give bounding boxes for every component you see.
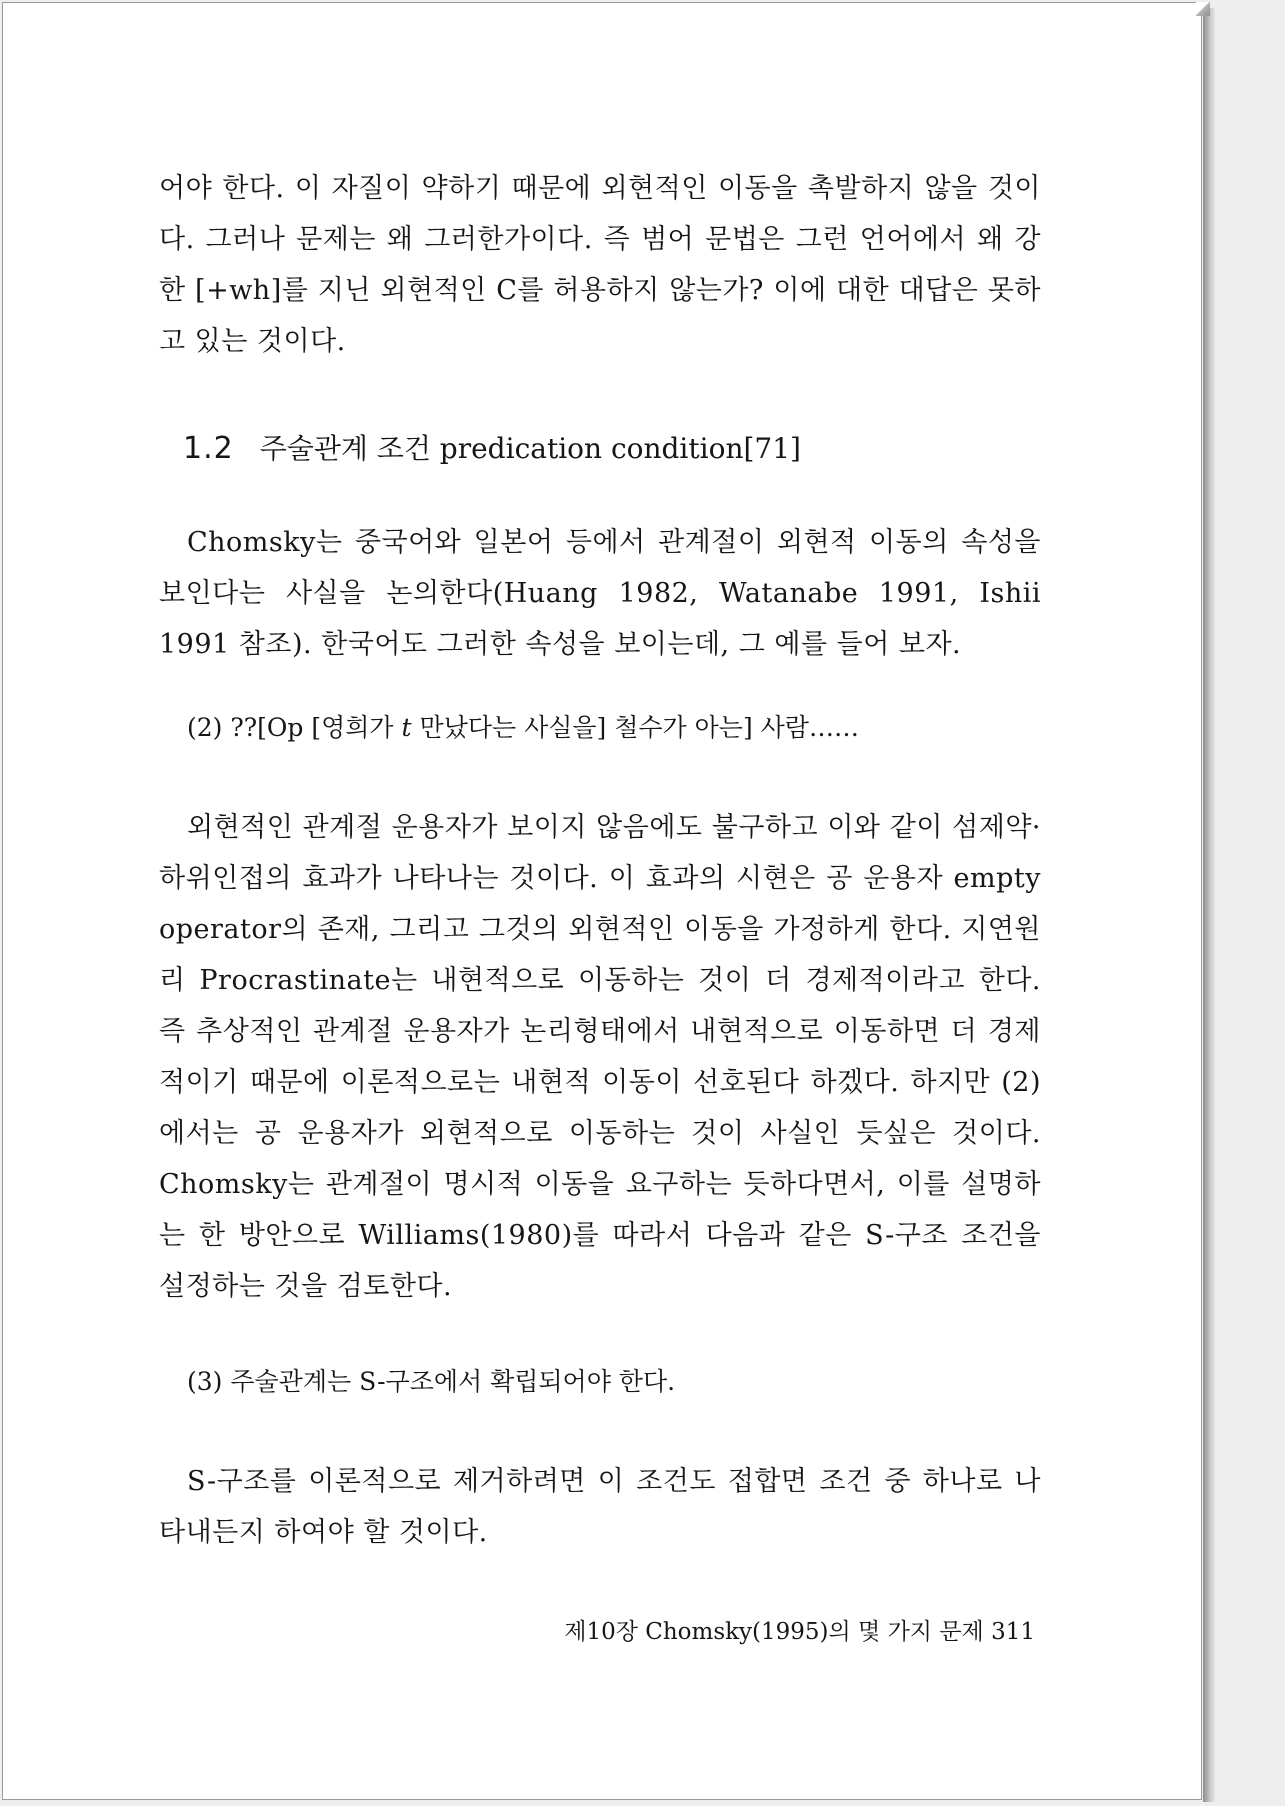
page-number: 311	[991, 1619, 1035, 1645]
example-3-label: (3)	[187, 1367, 223, 1396]
paragraph-final: S-구조를 이론적으로 제거하려면 이 조건도 접합면 조건 중 하나로 나타내든지 하여야 할 것이다.	[159, 1466, 1041, 1548]
example-2	[187, 706, 1041, 750]
section-number: 1.2	[183, 431, 234, 466]
page-footer	[564, 1615, 1035, 1649]
page-content	[159, 163, 1041, 1558]
page-shadow	[1203, 8, 1215, 1802]
paragraph-chomsky: Chomsky는 중국어와 일본어 등에서 관계절이 외현적 이동의 속성을 보인다는 사실을 논의한다(Huang 1982, Watanabe 1991, Ishii 1991 참조). 한국어도 그러한 속성을 보이는데, 그 예를 들어 보자.	[159, 527, 1041, 660]
section-heading	[183, 423, 1041, 475]
paragraph-overt-movement: 외현적인 관계절 운용자가 보이지 않음에도 불구하고 이와 같이 섬제약·하위인접의 효과가 나타나는 것이다. 이 효과의 시현은 공 운용자 empty operator의 존재, 그리고 그것의 외현적인 이동을 가정하게 한다. 지연원리 Procrastinate는 내현적으로 이동하는 것이 더 경제적이라고 한다. 즉 추상적인 관계절 운용자가 논리형태에서 내현적으로 이동하면 더 경제적이기 때문에 이론적으로는 내현적 이동이 선호된다 하겠다. 하지만 (2)에서는 공 운용자가 외현적으로 이동하는 것이 사실인 듯싶은 것이다. Chomsky는 관계절이 명시적 이동을 요구하는 듯하다면서, 이를 설명하는 한 방안으로 Williams(1980)를 따라서 다음과 같은 S-구조 조건을 설정하는 것을 검토한다.	[159, 812, 1041, 1302]
example-3-text: 주술관계는 S-구조에서 확립되어야 한다.	[230, 1367, 676, 1396]
book-page	[2, 2, 1202, 1800]
example-2-label: (2)	[187, 713, 223, 742]
page-curl	[1196, 2, 1210, 16]
paragraph-intro: 어야 한다. 이 자질이 약하기 때문에 외현적인 이동을 촉발하지 않을 것이다. 그러나 문제는 왜 그러한가이다. 즉 범어 문법은 그런 언어에서 왜 강한 [+wh]를 지닌 외현적인 C를 허용하지 않는가? 이에 대한 대답은 못하고 있는 것이다.	[159, 173, 1041, 357]
example-2-post: 만났다는 사실을] 철수가 아는] 사람……	[419, 713, 859, 742]
example-3	[187, 1360, 1041, 1404]
example-2-trace: t	[401, 713, 412, 742]
section-title: 주술관계 조건 predication condition[71]	[259, 432, 801, 465]
footer-chapter: 제10장 Chomsky(1995)의 몇 가지 문제	[564, 1619, 984, 1645]
example-2-pre: ??[Op [영희가	[230, 713, 394, 742]
